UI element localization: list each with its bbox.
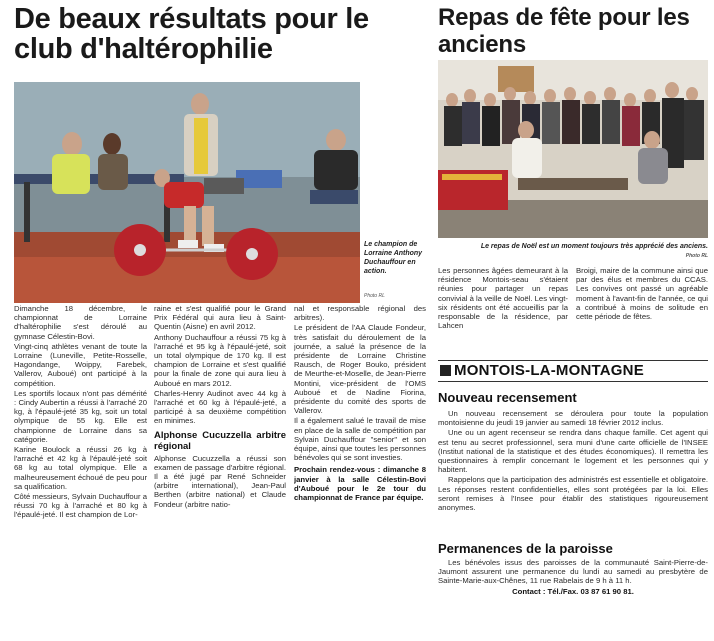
section-banner xyxy=(438,360,708,382)
paroisse-body xyxy=(438,558,708,608)
recensement-body xyxy=(438,409,708,535)
paragraph: Les bénévoles issus des paroisses de la communauté Saint-Pierre-de-Jaumont assurent une permanence du lundi au samedi au presbytère de Sainte-Marie-aux-Chênes, 11 rue Rabelais de 9 h à 11 h. xyxy=(438,558,708,586)
left-article-column-2 xyxy=(154,304,286,600)
christmas-meal-credit: Photo RL xyxy=(685,253,708,259)
next-event-note: Prochain rendez-vous : dimanche 8 janvier à la salle Célestin-Bovi d'Auboué pour le 2e tour du championnat de France par équipe. xyxy=(294,465,426,503)
paragraph: Anthony Duchauffour a réussi 75 kg à l'arraché et 95 kg à l'épaulé-jeté, soit un total olympique de 170 kg. Il est champion de Lorraine et s'est qualifié pour la finale de zone qui aura lieu à Auboué en mars 2012. xyxy=(154,332,286,388)
christmas-meal-caption-text: Le repas de Noël est un moment toujours très apprécié des anciens. xyxy=(480,243,708,250)
left-article-column-3 xyxy=(294,304,426,600)
paroisse-contact: Contact : Tél./Fax. 03 87 61 90 81. xyxy=(512,586,634,596)
paragraph: Un nouveau recensement se déroulera pour toute la population montoisienne du jeudi 19 janvier au samedi 18 février 2012 inclus. xyxy=(438,409,708,428)
weightlifting-photo xyxy=(14,82,360,303)
paragraph: raine et s'est qualifié pour le Grand Prix Fédéral qui aura lieu à Saint-Quentin (Aisne) en avril 2012. xyxy=(154,304,286,332)
paragraph: Charles-Henry Audinot avec 44 kg à l'arraché et 60 kg à l'épaulé-jeté, a participé à sa deuxième compétition en minimes. xyxy=(154,388,286,426)
weightlifting-caption: Le champion de Lorraine Anthony Duchauffour en action. xyxy=(364,241,423,275)
paragraph: Le président de l'AA Claude Fondeur, très satisfait du déroulement de la journée, a salué la présence de la présidente de Lorraine Christine Rausch, de Roger Bouko, président de Meurthe-et-Moselle, de Jean-Pierre Montini, vice-président de l'OMS Auboué et de Nadine Fiorina, présidente du comité des sports de Vallerov. xyxy=(294,323,426,416)
paragraph: Alphonse Cucuzzella a réussi son examen de passage d'arbitre régional. Il a été jugé par René Schneider (arbitre international), Jean-Paul Berthen (arbitre national) et Claude Fondeur (arbitre natio- xyxy=(154,453,286,509)
left-headline: De beaux résultats pour le club d'haltérophilie xyxy=(14,3,369,65)
right-article-column-1: Les personnes âgées demeurant à la résidence Montois-seau s'étaient réunies pour partager un repas convivial à la veille de Noël. Les vingt-six résidents ont été accueillis par la responsable de la résidence, par Lahcen xyxy=(438,266,568,331)
christmas-meal-photo xyxy=(438,60,708,238)
paroisse-title: Permanences de la paroisse xyxy=(438,541,613,556)
section-square-icon xyxy=(440,365,451,376)
recensement-title: Nouveau recensement xyxy=(438,390,577,405)
christmas-meal-photo-image xyxy=(438,60,708,238)
paragraph: nal et responsable régional des arbitres). xyxy=(294,304,426,323)
paragraph: Rappelons que la participation des administrés est essentielle et obligatoire. Les réponses restent confidentielles, elles sont protégées par la loi. Elles seront remises à l'Insee pour établir des statistiques rigoureusement anonymes. xyxy=(438,475,708,513)
arbitre-subhead: Alphonse Cucuzzella arbitre régional xyxy=(154,429,286,452)
paragraph: Vingt-cinq athlètes venant de toute la Lorraine (Luneville, Petite-Rosselle, Hagondange, Woippy, Farebek, Vallerov, Auboué) ont participé à la compétition. xyxy=(14,341,147,388)
paragraph: Il a également salué le travail de mise en place de la salle de compétition par Sylvain Duchauffour "senior" et son équipe, ainsi que toutes les personnes bénévoles qui se sont investies. xyxy=(294,416,426,463)
weightlifting-photo-image xyxy=(14,82,360,303)
paragraph: Les sportifs locaux n'ont pas démérité : Cindy Aubertin a réussi à l'arraché 20 kg, à l'épaulé-jeté 35 kg, soit un total olympique de 55 kg. Elle est championne de Lorraine dans sa catégorie. xyxy=(14,388,147,444)
paragraph: Karine Boulock a réussi 26 kg à l'arraché et 42 kg à l'épaulé-jeté soit 68 kg au total olympique. Elle a malheureusement échoué de peu pour sa qualification. xyxy=(14,445,147,491)
paragraph: Côté messieurs, Sylvain Duchauffour a réussi 70 kg à l'arraché et 80 kg à l'épaulé-jeté. Il est champion de Lor- xyxy=(14,492,147,520)
christmas-meal-caption xyxy=(478,242,708,261)
section-label: MONTOIS-LA-MONTAGNE xyxy=(454,362,644,379)
right-article-column-2: Broigi, maire de la commune ainsi que par des élus et membres du CCAS. Les convives ont passé un agréable moment à l'avant-fin de l'année, ce qui a contribué à moins de solitude en cette période de fêtes. xyxy=(576,266,708,322)
left-article-column-1 xyxy=(14,304,147,600)
right-headline: Repas de fête pour les anciens xyxy=(438,4,690,58)
weightlifting-credit: Photo RL xyxy=(364,293,385,299)
paragraph: Dimanche 18 décembre, le championnat de Lorraine d'haltérophilie s'est déroulé au gymnase Célestin-Bovi. xyxy=(14,304,147,341)
paragraph: Une ou un agent recenseur se rendra dans chaque famille. Cet agent qui est tenu au secret professionnel, sera muni d'une carte officielle de l'INSEE (Institut national de la statistique et des études économiques). Il remettra les questionnaires à remplir concernant le logement et les personnes qui y habitent. xyxy=(438,428,708,475)
